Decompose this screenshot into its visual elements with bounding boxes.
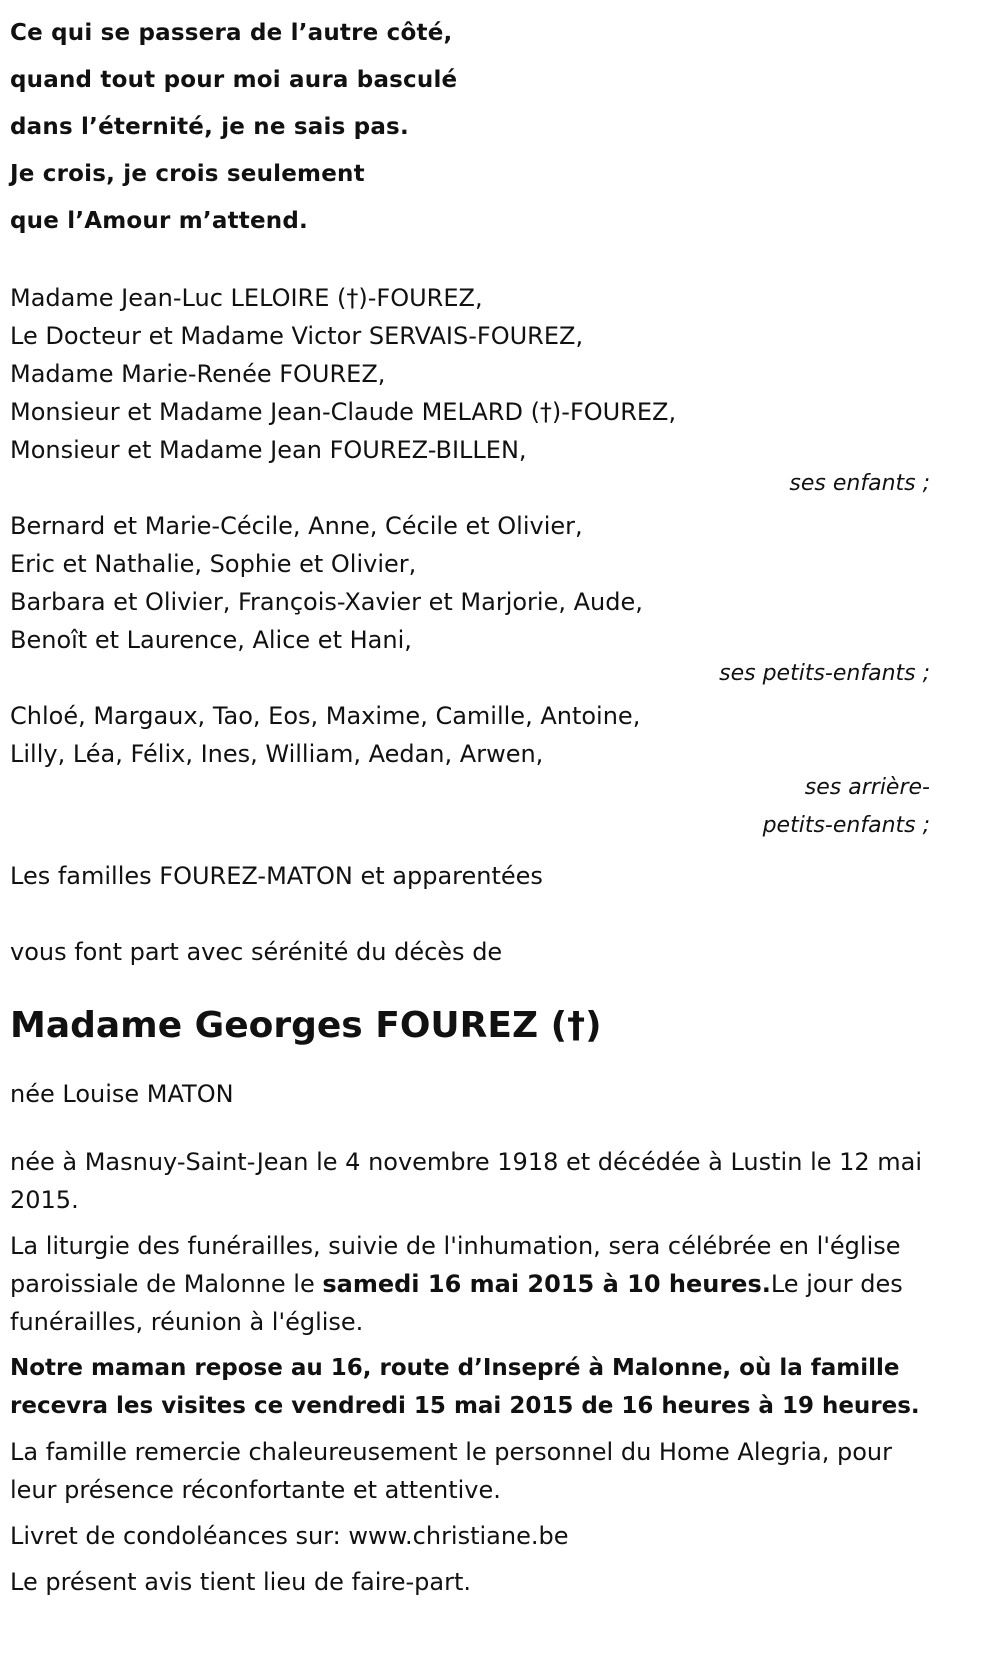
liturgy-prefix: La liturgie des funérailles, suivie de l'inhumation, sera célébrée en l'église paroissiale de Malonne le (10, 1232, 901, 1298)
grandchildren-list (10, 507, 930, 659)
child-entry: Le Docteur et Madame Victor SERVAIS-FOUREZ, (10, 322, 584, 350)
thanks-text: La famille remercie chaleureusement le personnel du Home Alegria, pour leur présence réconfortante et attentive. (10, 1438, 892, 1504)
families-line: Les familles FOUREZ-MATON et apparentées (10, 862, 543, 890)
liturgy-suffix: Le jour des funérailles, réunion à l'église. (10, 1270, 903, 1336)
children-list (10, 279, 930, 469)
poem-line: Je crois, je crois seulement (10, 161, 365, 187)
grandchild-entry: Bernard et Marie-Cécile, Anne, Cécile et Olivier, (10, 512, 583, 540)
grandchildren-role: ses petits-enfants ; (719, 661, 930, 686)
grandchild-entry: Barbara et Olivier, François-Xavier et Marjorie, Aude, (10, 588, 643, 616)
grandchild-entry: Benoît et Laurence, Alice et Hani, (10, 626, 412, 654)
announcement-line: vous font part avec sérénité du décès de (10, 938, 503, 966)
great-grandchildren-role: ses arrière-petits-enfants ; (762, 775, 930, 838)
visits-details: Notre maman repose au 16, route d’Insepré à Malonne, où la famille recevra les visites ce vendredi 15 mai 2015 de 16 heures à 19 heures. (10, 1355, 920, 1419)
child-entry: Monsieur et Madame Jean FOUREZ-BILLEN, (10, 436, 527, 464)
liturgy-details (10, 1227, 930, 1341)
poem (10, 10, 990, 245)
child-entry: Monsieur et Madame Jean-Claude MELARD (†)-FOUREZ, (10, 398, 677, 426)
deceased-name: Madame Georges FOUREZ (†) (10, 1005, 602, 1046)
poem-line: quand tout pour moi aura basculé (10, 67, 458, 93)
child-entry: Madame Marie-Renée FOUREZ, (10, 360, 386, 388)
born-name: née Louise MATON (10, 1080, 234, 1108)
liturgy-date: samedi 16 mai 2015 à 10 heures. (322, 1270, 771, 1298)
condolences-link: Livret de condoléances sur: www.christiane.be (10, 1522, 569, 1550)
birth-death-details: née à Masnuy-Saint-Jean le 4 novembre 1918 et décédée à Lustin le 12 mai 2015. (10, 1148, 923, 1214)
children-role: ses enfants ; (789, 471, 930, 496)
great-grandchild-entry: Chloé, Margaux, Tao, Eos, Maxime, Camille, Antoine, (10, 702, 641, 730)
poem-line: que l’Amour m’attend. (10, 208, 308, 234)
poem-line: Ce qui se passera de l’autre côté, (10, 20, 453, 46)
notice-text: Le présent avis tient lieu de faire-part. (10, 1568, 472, 1596)
child-entry: Madame Jean-Luc LELOIRE (†)-FOUREZ, (10, 284, 483, 312)
great-grandchildren-list (10, 697, 930, 773)
grandchild-entry: Eric et Nathalie, Sophie et Olivier, (10, 550, 417, 578)
great-grandchild-entry: Lilly, Léa, Félix, Ines, William, Aedan, Arwen, (10, 740, 544, 768)
poem-line: dans l’éternité, je ne sais pas. (10, 114, 409, 140)
